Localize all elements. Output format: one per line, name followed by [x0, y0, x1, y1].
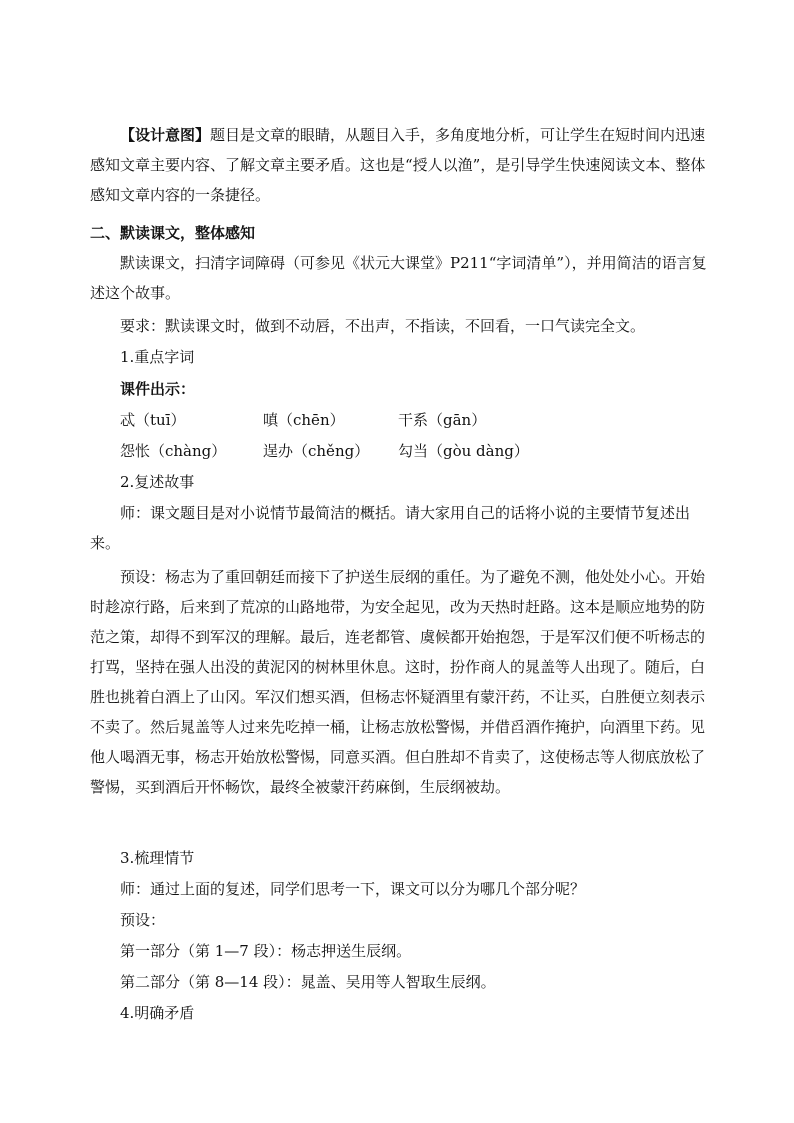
- part-1-summary: 第一部分（第 1—7 段）：杨志押送生辰纲。: [120, 942, 412, 960]
- preset-label: 预设：: [120, 911, 166, 929]
- item-3-heading: 3.梳理情节: [120, 849, 195, 867]
- vocab-item: 勾当（gòu dàng）: [398, 442, 529, 460]
- item-2-heading: 2.复述故事: [120, 473, 195, 491]
- requirement-paragraph: 要求：默读课文时，做到不动唇，不出声，不指读，不回看，一口气读完全文。: [120, 317, 646, 335]
- section-heading: 二、默读课文，整体感知: [90, 224, 256, 242]
- intro-paragraph: 默读课文，扫清字词障碍（可参见《状元大课堂》P211“字词清单”），并用简洁的语言复述这个故事。: [90, 254, 707, 302]
- design-intent-text: 题目是文章的眼睛，从题目入手，多角度地分析，可让学生在短时间内迅速感知文章主要内容、了解文章主要矛盾。这也是“授人以渔”，是引导学生快速阅读文本、整体感知文章内容的一条捷径。: [90, 126, 706, 204]
- vocab-item: 逞办（chěng）: [263, 442, 370, 460]
- vocab-item: 怨怅（chàng）: [120, 442, 227, 460]
- teacher-prompt-1: 师：课文题目是对小说情节最简洁的概括。请大家用自己的话将小说的主要情节复述出来。: [90, 504, 691, 552]
- item-4-heading: 4.明确矛盾: [120, 1004, 195, 1022]
- teacher-prompt-2: 师：通过上面的复述，同学们思考一下，课文可以分为哪几个部分呢？: [120, 880, 586, 898]
- vocab-item: 干系（gān）: [398, 411, 487, 429]
- design-intent-paragraph: [90, 120, 710, 210]
- vocab-item: 忒（tuī）: [120, 411, 186, 429]
- courseware-label: 课件出示：: [120, 380, 196, 398]
- part-2-summary: 第二部分（第 8—14 段）：晁盖、吴用等人智取生辰纲。: [120, 973, 496, 991]
- item-1-heading: 1.重点字词: [120, 348, 195, 366]
- preset-answer-1: 预设：杨志为了重回朝廷而接下了护送生辰纲的重任。为了避免不测，他处处小心。开始时趁凉行路，后来到了荒凉的山路地带，为安全起见，改为天热时赶路。这本是顺应地势的防范之策，却得不到军汉的理解。最后，连老都管、虞候都开始抱怨，于是军汉们便不听杨志的打骂，坚持在强人出没的黄泥冈的树林里休息。这时，扮作商人的晁盖等人出现了。随后，白胜也挑着白酒上了山冈。军汉们想买酒，但杨志怀疑酒里有蒙汗药，不让买，白胜便立刻表示不卖了。然后晁盖等人过来先吃掉一桶，让杨志放松警惕，并借舀酒作掩护，向酒里下药。见他人喝酒无事，杨志开始放松警惕，同意买酒。但白胜却不肯卖了，这使杨志等人彻底放松了警惕，买到酒后开怀畅饮，最终全被蒙汗药麻倒，生辰纲被劫。: [90, 568, 706, 796]
- vocab-item: 嗔（chēn）: [263, 411, 345, 429]
- design-intent-label: 【设计意图】: [120, 126, 211, 144]
